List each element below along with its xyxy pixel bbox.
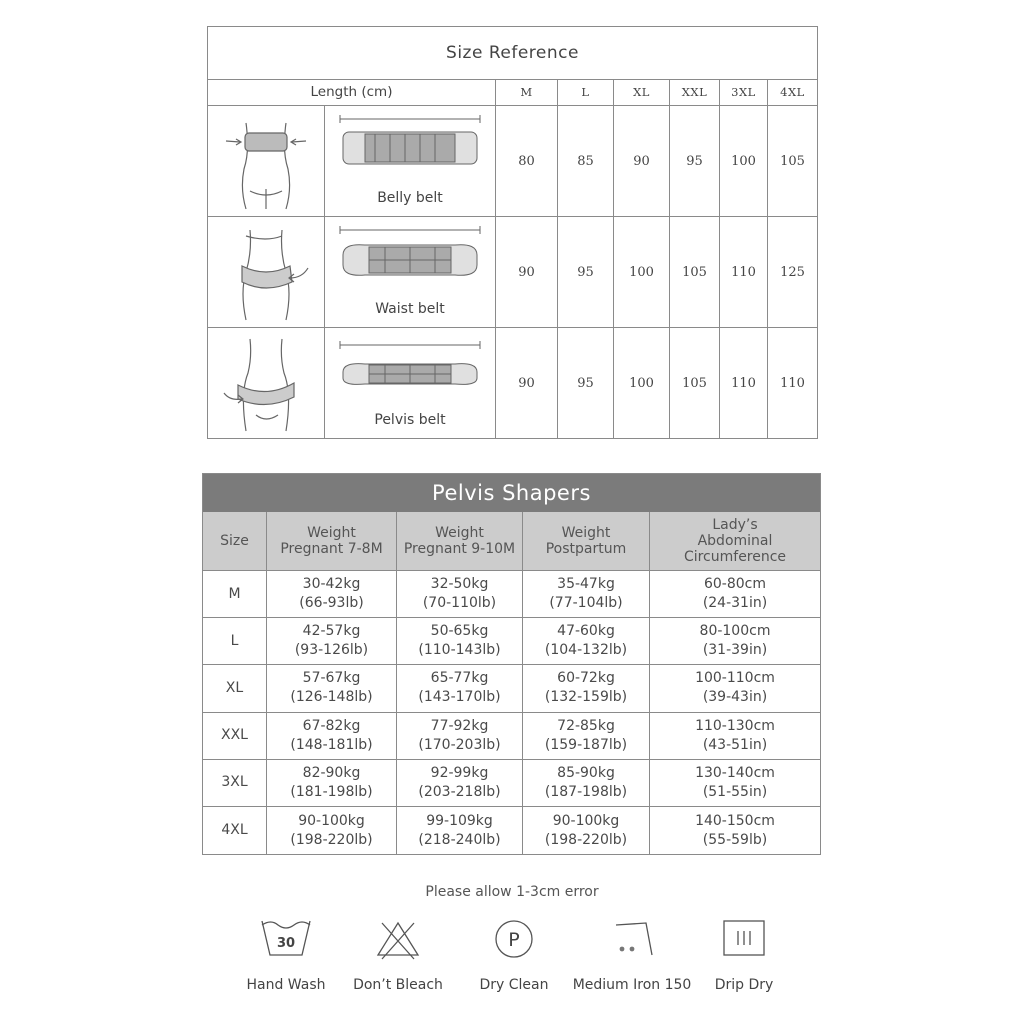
length-value: 105 — [780, 153, 805, 169]
value-cell — [397, 571, 523, 617]
value-line: 72-85kg — [557, 717, 615, 734]
value-cell — [267, 760, 397, 806]
value-line: (39-43in) — [702, 689, 768, 706]
length-value: 95 — [670, 106, 720, 216]
dont-bleach-icon — [368, 915, 428, 963]
value-line: (132-159lb) — [544, 689, 628, 706]
shapers-header-row — [203, 512, 820, 571]
pelvis-belt-icon — [335, 340, 485, 410]
shapers-header-cell — [523, 512, 650, 570]
value-cell — [267, 618, 397, 664]
length-value: 110 — [780, 375, 805, 391]
length-value: 125 — [780, 264, 805, 280]
value-line: (24-31in) — [702, 595, 768, 612]
value-line: 77-92kg — [430, 717, 489, 734]
table-row — [203, 713, 820, 760]
value-cell — [523, 713, 650, 759]
length-value: 85 — [558, 106, 614, 216]
size-col-head: 3XL — [720, 79, 768, 105]
value-line: 130-140cm — [695, 764, 775, 781]
value-line: 67-82kg — [302, 717, 361, 734]
table-row — [203, 571, 820, 618]
value-line: 32-50kg — [430, 576, 489, 593]
belly-figure-icon — [216, 111, 316, 211]
value-line: (203-218lb) — [418, 783, 501, 800]
hand-wash-icon — [256, 915, 316, 963]
waist-belt-icon — [335, 225, 485, 295]
value-cell — [267, 807, 397, 854]
length-value: 90 — [496, 328, 558, 438]
pelvis-belt-cell — [325, 328, 496, 438]
care-drip-dry — [708, 915, 780, 993]
value-line: (126-148lb) — [290, 689, 373, 706]
shapers-header-cell — [267, 512, 397, 570]
table-row — [203, 760, 820, 807]
value-line: 47-60kg — [557, 623, 615, 640]
size-col-head: M — [496, 79, 558, 105]
care-dry-clean — [474, 915, 554, 993]
value-line: 100-110cm — [695, 670, 775, 687]
size-cell: XL — [203, 665, 267, 711]
value-line: 90-100kg — [552, 812, 620, 829]
value-line: 80-100cm — [699, 623, 771, 640]
dry-clean-icon — [484, 915, 544, 963]
value-line: (187-198lb) — [544, 783, 628, 800]
header-line: Pregnant 7-8M — [280, 541, 383, 557]
value-cell — [650, 571, 820, 617]
value-line: (143-170lb) — [418, 689, 501, 706]
value-cell — [397, 760, 523, 806]
value-line: 140-150cm — [695, 812, 775, 829]
value-cell — [523, 760, 650, 806]
value-line: 42-57kg — [302, 623, 361, 640]
header-line: Abdominal — [697, 533, 773, 549]
header-line: Weight — [561, 525, 611, 541]
value-line: 60-72kg — [557, 670, 615, 687]
length-value: 90 — [614, 106, 670, 216]
table-row — [203, 618, 820, 665]
size-col-head: XXL — [670, 79, 720, 105]
care-label: Medium Iron 150 — [572, 977, 692, 993]
header-line: Weight — [435, 525, 484, 541]
belly-figure — [208, 106, 325, 216]
iron-icon — [602, 915, 662, 963]
value-cell — [650, 807, 820, 854]
shapers-header-cell — [203, 512, 267, 570]
care-medium-iron — [566, 915, 698, 993]
value-cell — [267, 713, 397, 759]
size-reference-table — [207, 26, 818, 439]
length-value: 95 — [558, 328, 614, 438]
value-cell — [397, 618, 523, 664]
length-value: 105 — [670, 328, 720, 438]
value-cell — [397, 713, 523, 759]
care-label: Don’t Bleach — [353, 977, 443, 993]
value-cell — [267, 571, 397, 617]
value-line: (110-143lb) — [418, 642, 501, 659]
waist-figure — [208, 217, 325, 327]
value-cell — [523, 618, 650, 664]
value-line: (43-51in) — [702, 736, 768, 753]
shapers-header-cell — [397, 512, 523, 570]
value-line: (93-126lb) — [294, 642, 369, 659]
size-cell: 3XL — [203, 760, 267, 806]
care-hand-wash — [240, 915, 332, 993]
length-value: 100 — [720, 106, 768, 216]
belt-name: Waist belt — [375, 301, 445, 317]
value-cell — [397, 807, 523, 854]
care-label: Hand Wash — [246, 977, 326, 993]
value-cell — [267, 665, 397, 711]
value-cell — [650, 618, 820, 664]
pelvis-shapers-table — [202, 473, 821, 855]
header-line: Pregnant 9-10M — [403, 541, 516, 557]
value-cell — [523, 571, 650, 617]
size-header-row — [208, 79, 817, 106]
size-col-head: 4XL — [780, 85, 805, 99]
shapers-header-cell — [650, 512, 820, 570]
value-cell — [650, 760, 820, 806]
value-line: 110-130cm — [695, 717, 775, 734]
value-line: 82-90kg — [302, 764, 361, 781]
value-line: (70-110lb) — [422, 595, 497, 612]
value-line: (77-104lb) — [549, 595, 623, 612]
value-line: (51-55in) — [702, 783, 768, 800]
value-line: (198-220lb) — [290, 831, 373, 848]
size-cell: XXL — [203, 713, 267, 759]
value-line: (55-59lb) — [702, 831, 768, 848]
value-cell — [650, 713, 820, 759]
length-value: 90 — [496, 217, 558, 327]
belly-belt-row — [208, 106, 817, 217]
belt-name: Pelvis belt — [374, 412, 446, 428]
table-row — [203, 807, 820, 854]
drip-dry-icon — [714, 915, 774, 963]
value-line: (170-203lb) — [418, 736, 501, 753]
waist-belt-row — [208, 217, 817, 328]
header-line: Weight — [307, 525, 356, 541]
waist-figure-icon — [216, 222, 316, 322]
pelvis-belt-row — [208, 328, 817, 438]
wash-temp: 30 — [276, 936, 296, 951]
value-line: (181-198lb) — [290, 783, 373, 800]
size-cell: 4XL — [203, 807, 267, 854]
size-col-head: XL — [614, 79, 670, 105]
header-line: Circumference — [683, 549, 787, 565]
header-line: Postpartum — [545, 541, 627, 557]
length-value: 80 — [496, 106, 558, 216]
value-line: (148-181lb) — [290, 736, 373, 753]
error-note: Please allow 1-3cm error — [425, 884, 599, 900]
value-line: 30-42kg — [302, 576, 361, 593]
belly-belt-cell — [325, 106, 496, 216]
value-line: 60-80cm — [703, 576, 766, 593]
value-line: (159-187lb) — [544, 736, 628, 753]
length-value: 95 — [558, 217, 614, 327]
value-line: 50-65kg — [430, 623, 489, 640]
value-cell — [523, 807, 650, 854]
dry-clean-letter: P — [508, 929, 520, 951]
value-line: 57-67kg — [302, 670, 361, 687]
length-value: 100 — [614, 328, 670, 438]
belly-belt-icon — [335, 114, 485, 184]
size-cell: M — [203, 571, 267, 617]
value-line: 85-90kg — [557, 764, 615, 781]
value-line: 35-47kg — [557, 576, 615, 593]
size-col-head: L — [558, 79, 614, 105]
size-reference-title: Size Reference — [208, 27, 817, 80]
care-label: Drip Dry — [714, 977, 774, 993]
care-dont-bleach — [344, 915, 452, 993]
value-line: 65-77kg — [430, 670, 489, 687]
value-cell — [650, 665, 820, 711]
value-line: 99-109kg — [426, 812, 493, 829]
value-line: (66-93lb) — [299, 595, 364, 612]
value-cell — [523, 665, 650, 711]
pelvis-figure-icon — [216, 333, 316, 433]
value-line: (218-240lb) — [418, 831, 501, 848]
waist-belt-cell — [325, 217, 496, 327]
length-value: 110 — [720, 217, 768, 327]
value-line: 92-99kg — [430, 764, 489, 781]
header-line: Size — [220, 533, 249, 549]
table-row — [203, 665, 820, 712]
value-line: (198-220lb) — [544, 831, 628, 848]
value-line: (31-39in) — [702, 642, 768, 659]
care-label: Dry Clean — [479, 977, 549, 993]
pelvis-shapers-title: Pelvis Shapers — [203, 474, 820, 512]
length-value: 105 — [670, 217, 720, 327]
belt-name: Belly belt — [377, 190, 443, 206]
value-cell — [397, 665, 523, 711]
size-cell: L — [203, 618, 267, 664]
length-label: Length (cm) — [208, 79, 496, 105]
value-line: (104-132lb) — [544, 642, 628, 659]
length-value: 100 — [614, 217, 670, 327]
pelvis-figure — [208, 328, 325, 438]
header-line: Lady’s — [712, 517, 758, 533]
value-line: 90-100kg — [298, 812, 365, 829]
length-value: 110 — [720, 328, 768, 438]
